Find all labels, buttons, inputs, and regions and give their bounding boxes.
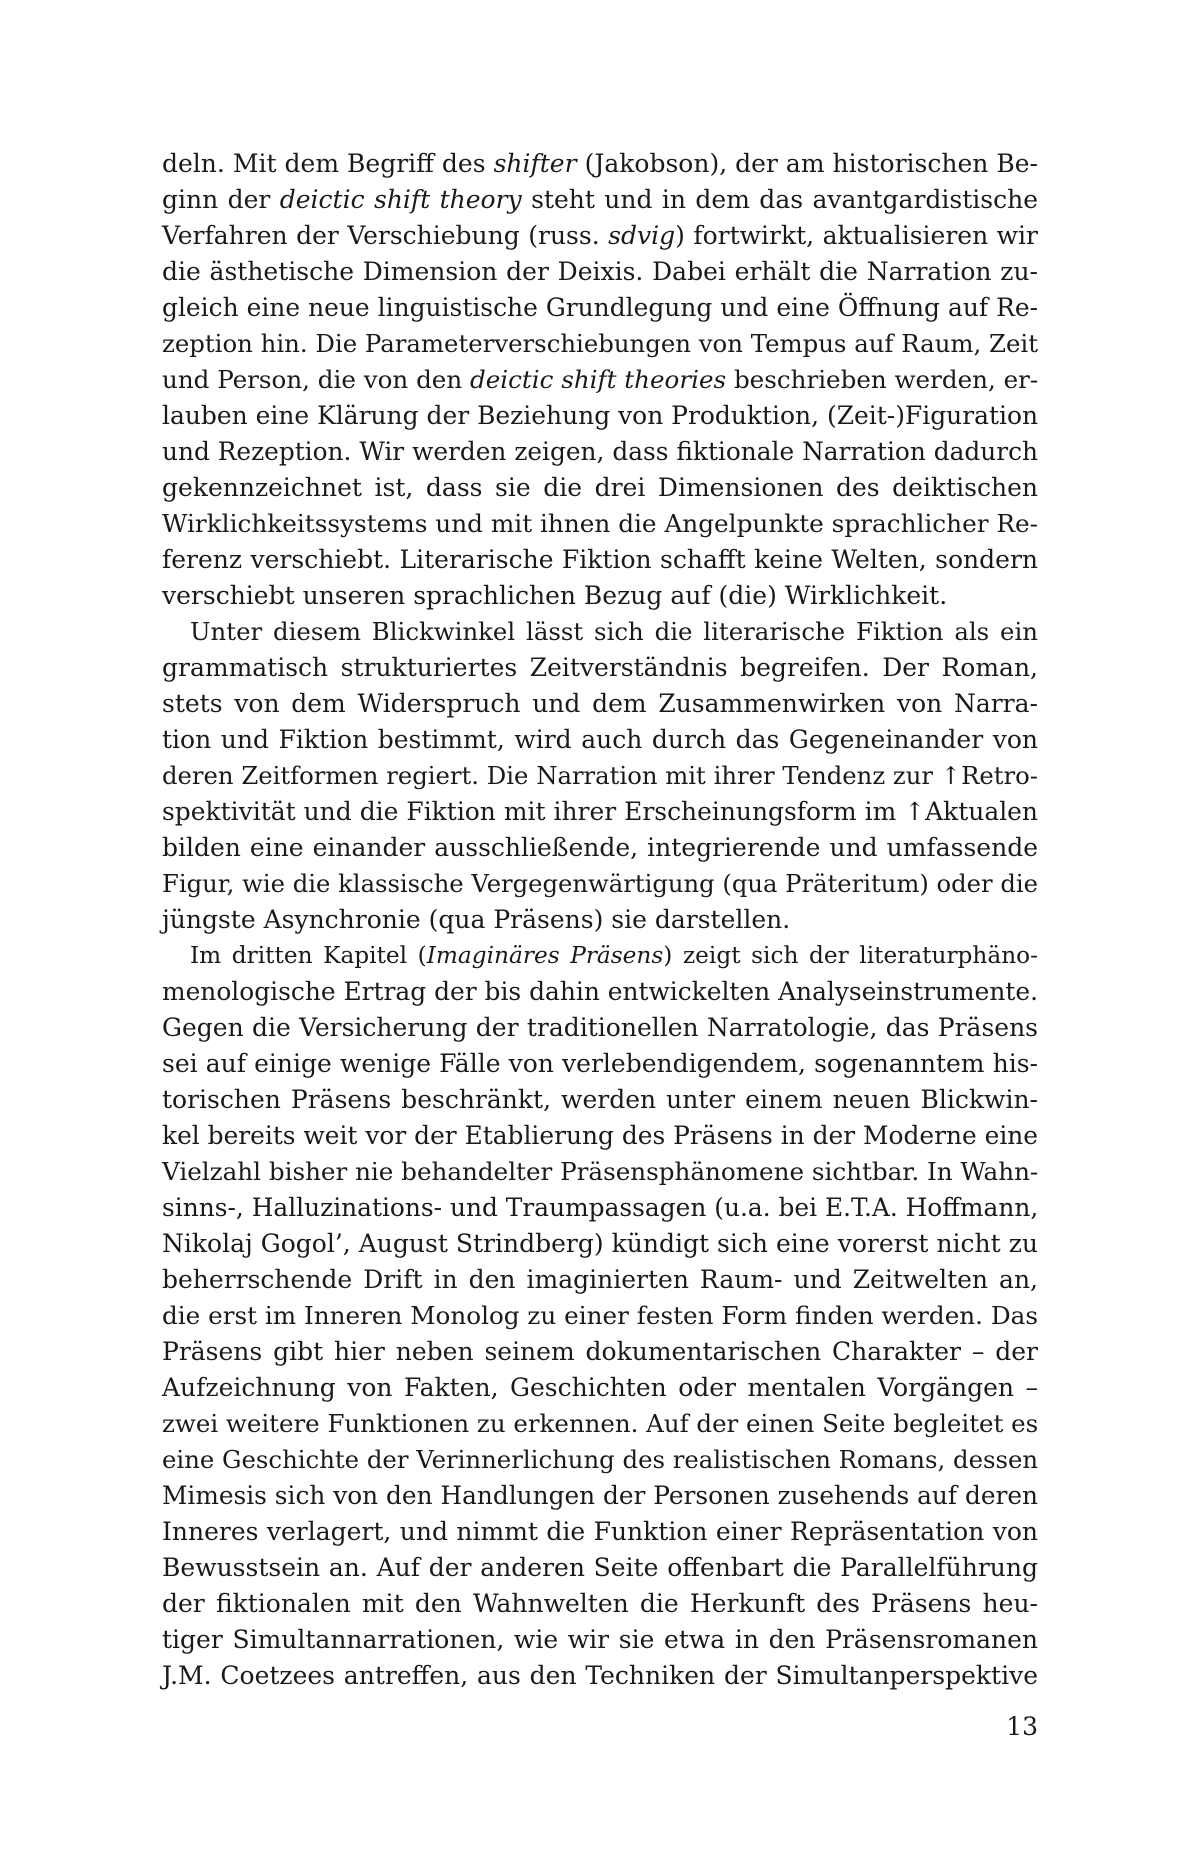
text-line (162, 290, 1038, 326)
text-line (162, 1262, 1038, 1298)
text-run: sinns-, Halluzinations- und Traumpassagen (u.a. bei E.T.A. Hoffmann, (162, 1193, 1039, 1222)
paragraph (162, 146, 1038, 614)
italic-term: shifter (493, 149, 577, 178)
text-line (162, 758, 1038, 794)
text-run: ferenz verschiebt. Literarische Fiktion schafft keine Welten, sondern (162, 545, 1038, 574)
text-line (162, 614, 1038, 650)
text-run: beherrschende Drift in den imaginierten Raum- und Zeitwelten an, (162, 1265, 1038, 1294)
text-line (162, 974, 1038, 1010)
text-run: jüngste Asynchronie (qua Präsens) sie darstellen. (162, 905, 791, 934)
text-line (162, 722, 1038, 758)
page-number: 13 (1006, 1712, 1038, 1741)
text-run: spektivität und die Fiktion mit ihrer Erscheinungsform im ↑Aktualen (162, 797, 1038, 826)
text-line (162, 1154, 1038, 1190)
text-line (162, 1190, 1038, 1226)
text-run: bilden eine einander ausschließende, integrierende und umfassende (162, 833, 1038, 862)
text-run: Mimesis sich von den Handlungen der Personen zusehends auf deren (162, 1481, 1038, 1510)
text-line (162, 902, 1038, 938)
text-run: die erst im Inneren Monolog zu einer festen Form finden werden. Das (162, 1301, 1038, 1330)
text-run: zeption hin. Die Parameterverschiebungen von Tempus auf Raum, Zeit (162, 329, 1038, 358)
text-run: Bewusstsein an. Auf der anderen Seite offenbart die Parallelführung (162, 1553, 1038, 1582)
text-run: gekennzeichnet ist, dass sie die drei Dimensionen des deiktischen (162, 473, 1038, 502)
text-run: beschrieben werden, er- (726, 365, 1039, 394)
body-text (162, 146, 1038, 1694)
text-line (162, 1082, 1038, 1118)
text-run: sei auf einige wenige Fälle von verlebendigendem, sogenanntem his- (162, 1049, 1038, 1078)
text-run: Vielzahl bisher nie behandelter Präsensphänomene sichtbar. In Wahn- (162, 1157, 1039, 1186)
paragraph (162, 614, 1038, 938)
text-run: kel bereits weit vor der Etablierung des Präsens in der Moderne eine (162, 1121, 1038, 1150)
text-run: Unter diesem Blickwinkel lässt sich die literarische Fiktion als ein (190, 617, 1038, 646)
text-run: der fiktionalen mit den Wahnwelten die Herkunft des Präsens heu- (162, 1589, 1038, 1618)
text-line (162, 218, 1038, 254)
text-run: (Jakobson), der am historischen Be- (576, 149, 1038, 178)
text-line (162, 326, 1038, 362)
text-run: zwei weitere Funktionen zu erkennen. Auf der einen Seite begleitet es (162, 1409, 1039, 1438)
text-line (162, 1046, 1038, 1082)
text-line (162, 1514, 1038, 1550)
text-run: grammatisch strukturiertes Zeitverständnis begreifen. Der Roman, (162, 653, 1038, 682)
text-line (162, 254, 1038, 290)
text-run: die ästhetische Dimension der Deixis. Dabei erhält die Narration zu- (162, 257, 1038, 286)
text-line (162, 1226, 1038, 1262)
text-run: tion und Fiktion bestimmt, wird auch durch das Gegeneinander von (162, 725, 1038, 754)
text-line (162, 1586, 1038, 1622)
text-run: ginn der (162, 185, 280, 214)
text-run: tiger Simultannarrationen, wie wir sie etwa in den Präsensromanen (162, 1625, 1038, 1654)
text-run: gleich eine neue linguistische Grundlegung und eine Öffnung auf Re- (162, 293, 1038, 322)
text-line (162, 1478, 1038, 1514)
italic-term: deictic shift theories (470, 365, 727, 394)
text-run: ) zeigt sich der literaturphäno- (663, 942, 1038, 969)
text-line (162, 686, 1038, 722)
text-line (162, 1622, 1038, 1658)
text-line (162, 146, 1038, 182)
text-line (162, 830, 1038, 866)
text-line (162, 794, 1038, 830)
text-line (162, 866, 1038, 902)
text-run: Aufzeichnung von Fakten, Geschichten oder mentalen Vorgängen – (162, 1373, 1038, 1402)
text-line (162, 650, 1038, 686)
text-line (162, 1334, 1038, 1370)
text-run: deln. Mit dem Begriff des (162, 149, 494, 178)
text-line (162, 398, 1038, 434)
text-run: Figur, wie die klassische Vergegenwärtigung (qua Präteritum) oder die (162, 869, 1038, 898)
text-line (162, 938, 1038, 974)
text-line (162, 1442, 1038, 1478)
text-line (162, 1370, 1038, 1406)
text-line (162, 470, 1038, 506)
text-line (162, 1658, 1038, 1694)
text-line (162, 506, 1038, 542)
text-run: Gegen die Versicherung der traditionellen Narratologie, das Präsens (162, 1013, 1038, 1042)
text-line (162, 1298, 1038, 1334)
text-line (162, 362, 1038, 398)
italic-term: Imaginäres Präsens (426, 942, 664, 969)
text-run: steht und in dem das avantgardistische (521, 185, 1038, 214)
text-run: deren Zeitformen regiert. Die Narration mit ihrer Tendenz zur ↑Retro- (162, 761, 1038, 790)
text-line (162, 1550, 1038, 1586)
text-line (162, 182, 1038, 218)
text-run: Wirklichkeitssystems und mit ihnen die Angelpunkte sprachlicher Re- (162, 509, 1038, 538)
text-run: menologische Ertrag der bis dahin entwickelten Analyseinstrumente. (162, 977, 1038, 1006)
text-run: Inneres verlagert, und nimmt die Funktion einer Repräsentation von (162, 1517, 1038, 1546)
text-run: torischen Präsens beschränkt, werden unter einem neuen Blickwin- (162, 1085, 1038, 1114)
text-run: und Rezeption. Wir werden zeigen, dass fiktionale Narration dadurch (162, 437, 1038, 466)
text-run: Verfahren der Verschiebung (russ. (162, 221, 609, 250)
italic-term: sdvig (608, 221, 676, 250)
text-run: und Person, die von den (162, 365, 470, 394)
text-run: eine Geschichte der Verinnerlichung des realistischen Romans, dessen (162, 1445, 1039, 1474)
text-line (162, 434, 1038, 470)
paragraph (162, 938, 1038, 1694)
text-run: Präsens gibt hier neben seinem dokumentarischen Charakter – der (162, 1337, 1038, 1366)
italic-term: deictic shift theory (279, 185, 522, 214)
text-line (162, 1010, 1038, 1046)
text-line (162, 1406, 1038, 1442)
text-line (162, 542, 1038, 578)
text-line (162, 578, 1038, 614)
text-run: verschiebt unseren sprachlichen Bezug auf (die) Wirklichkeit. (162, 581, 948, 610)
text-run: Nikolaj Gogol’, August Strindberg) kündigt sich eine vorerst nicht zu (162, 1229, 1038, 1258)
text-run: Im dritten Kapitel ( (190, 942, 427, 969)
text-run: J.M. Coetzees antreffen, aus den Techniken der Simultanperspektive (162, 1661, 1038, 1690)
text-run: lauben eine Klärung der Beziehung von Produktion, (Zeit-)Figuration (162, 401, 1039, 430)
text-run: ) fortwirkt, aktualisieren wir (675, 221, 1039, 250)
text-line (162, 1118, 1038, 1154)
text-run: stets von dem Widerspruch und dem Zusammenwirken von Narra- (162, 689, 1038, 718)
